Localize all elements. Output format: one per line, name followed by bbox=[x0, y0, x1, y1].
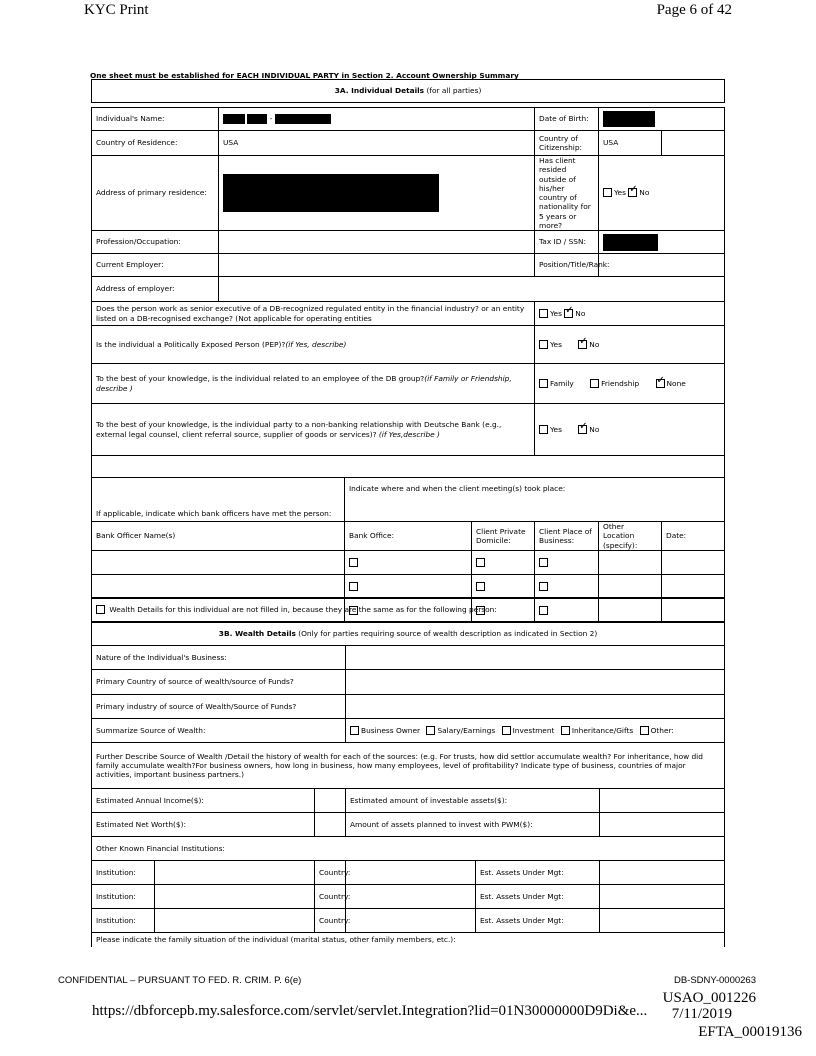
family-situation-label: Please indicate the family situation of the individual (marital status, other family members, etc.): bbox=[92, 933, 725, 947]
inheritance-checkbox[interactable] bbox=[561, 726, 570, 735]
residence-value: USA bbox=[219, 131, 535, 156]
client-private-checkbox[interactable] bbox=[476, 558, 485, 567]
other-fin-label: Other Known Financial Institutions: bbox=[92, 837, 725, 861]
officers-label: If applicable, indicate which bank officers have met the person: bbox=[92, 478, 345, 522]
pep-question: Is the individual a Politically Exposed Person (PEP)?(if Yes, describe) bbox=[92, 326, 535, 364]
client-private-checkbox[interactable] bbox=[476, 582, 485, 591]
taxid-field[interactable] bbox=[599, 231, 725, 254]
officer-row bbox=[92, 550, 725, 574]
bank-office-checkbox[interactable] bbox=[349, 582, 358, 591]
officer-row bbox=[92, 574, 725, 598]
annual-income-label: Estimated Annual Income($): bbox=[92, 789, 315, 813]
officer-names-header: Bank Officer Name(s) bbox=[92, 522, 345, 551]
resided-outside-options: Yes ✓ No bbox=[599, 156, 725, 231]
client-place-checkbox[interactable] bbox=[539, 558, 548, 567]
employer-label: Current Employer: bbox=[92, 254, 219, 277]
institution-row: Institution: Country: Est. Assets Under Mgt: bbox=[92, 885, 725, 909]
investable-assets-label: Estimated amount of investable assets($): bbox=[346, 789, 600, 813]
name-separator: - bbox=[269, 114, 273, 123]
profession-label: Profession/Occupation: bbox=[92, 231, 219, 254]
related-none-checkbox[interactable] bbox=[656, 379, 665, 388]
residence-label: Country of Residence: bbox=[92, 131, 219, 156]
instruction-text: One sheet must be established for EACH INDIVIDUAL PARTY in Section 2. Account Ownership Summary bbox=[90, 71, 519, 80]
primary-industry-label: Primary industry of source of Wealth/Source of Funds? bbox=[92, 695, 346, 719]
section-3a-title: 3A. Individual Details bbox=[334, 86, 425, 96]
address-label: Address of primary residence: bbox=[92, 156, 219, 231]
primary-country-field[interactable] bbox=[346, 670, 725, 695]
section-3a-subtitle: (for all parties) bbox=[426, 86, 482, 96]
salary-checkbox[interactable] bbox=[426, 726, 435, 735]
bank-office-checkbox[interactable] bbox=[349, 558, 358, 567]
resided-outside-label: Has client resided outside of his/her country of nationality for 5 years or more? bbox=[535, 156, 599, 231]
redaction-block bbox=[247, 114, 267, 124]
investable-assets-field[interactable] bbox=[600, 789, 725, 813]
nonbanking-yes-checkbox[interactable] bbox=[539, 425, 548, 434]
section-3b-subtitle: (Only for parties requiring source of wealth description as indicated in Section 2) bbox=[298, 628, 598, 638]
related-family-checkbox[interactable] bbox=[539, 379, 548, 388]
individual-details-table bbox=[91, 79, 725, 623]
redaction-block bbox=[603, 111, 655, 127]
pep-options: Yes ✓ No bbox=[535, 326, 725, 364]
annual-income-field[interactable] bbox=[315, 789, 346, 813]
profession-field[interactable] bbox=[219, 231, 535, 254]
same-as-row: Wealth Details for this individual are not filled in, because they are the same as for the following person: bbox=[92, 598, 725, 622]
client-place-header: Client Place of Business: bbox=[535, 522, 599, 551]
client-place-checkbox[interactable] bbox=[539, 582, 548, 591]
institution-row: Institution: Country: Est. Assets Under Mgt: bbox=[92, 909, 725, 933]
name-field[interactable] bbox=[219, 108, 535, 131]
page-number: Page 6 of 42 bbox=[656, 2, 732, 18]
related-friendship-checkbox[interactable] bbox=[590, 379, 599, 388]
citizenship-value: USA bbox=[599, 131, 662, 156]
nature-field[interactable] bbox=[346, 646, 725, 670]
senior-no-checkbox[interactable] bbox=[564, 309, 573, 318]
pep-no-checkbox[interactable] bbox=[578, 340, 587, 349]
print-date: 7/11/2019 bbox=[671, 1006, 732, 1022]
source-url: https://dbforcepb.my.salesforce.com/servlet/servlet.Integration?lid=01N30000000D9Di&e... bbox=[92, 1003, 648, 1019]
senior-exec-question: Does the person work as senior executive of a DB-recognized regulated entity in the financial industry? or an entity listed on a DB-recognised exchange? (Not applicable for operating entities bbox=[92, 302, 535, 326]
institution-row: Institution: Country: Est. Assets Under Mgt: bbox=[92, 861, 725, 885]
net-worth-field[interactable] bbox=[315, 813, 346, 837]
employer-address-field[interactable] bbox=[219, 277, 725, 302]
assets-pwm-field[interactable] bbox=[600, 813, 725, 837]
dob-field[interactable] bbox=[599, 108, 725, 131]
further-describe-text: Further Describe Source of Wealth /Detail the history of wealth for each of the sources: (e.g. For trusts, how did settlor accumulate wealth? For inheritance, how did family accumulate wealth?For business owners, how long in business, how many employees, level of profitability? Indicate type of business, countries of major activities, important business partners.) bbox=[92, 743, 725, 789]
related-options: Family Friendship ✓ None bbox=[535, 364, 725, 404]
taxid-label: Tax ID / SSN: bbox=[535, 231, 599, 254]
source-options: Business Owner Salary/Earnings Investment Inheritance/Gifts Other: bbox=[346, 719, 725, 743]
redaction-block bbox=[223, 114, 245, 124]
net-worth-label: Estimated Net Worth($): bbox=[92, 813, 315, 837]
resided-no-checkbox[interactable] bbox=[628, 188, 637, 197]
dob-label: Date of Birth: bbox=[535, 108, 599, 131]
usao-stamp: USAO_001226 bbox=[662, 990, 756, 1006]
address-field[interactable] bbox=[219, 156, 535, 231]
bank-office-header: Bank Office: bbox=[345, 522, 472, 551]
assets-pwm-label: Amount of assets planned to invest with PWM($): bbox=[346, 813, 600, 837]
same-as-checkbox[interactable] bbox=[96, 605, 105, 614]
wealth-details-table bbox=[91, 597, 725, 947]
related-question: To the best of your knowledge, is the individual related to an employee of the DB group?(if Family or Friendship, describe ) bbox=[92, 364, 535, 404]
section-3a-header bbox=[92, 80, 725, 103]
confidential-notice: CONFIDENTIAL – PURSUANT TO FED. R. CRIM. P. 6(e) bbox=[58, 975, 302, 986]
citizenship-label: Country of Citizenship: bbox=[535, 131, 599, 156]
client-private-header: Client Private Domicile: bbox=[472, 522, 535, 551]
redaction-block bbox=[603, 234, 658, 251]
section-3b-title: 3B. Wealth Details bbox=[218, 628, 296, 638]
nonbanking-question: To the best of your knowledge, is the individual party to a non-banking relationship with Deutsche Bank (e.g., external legal counsel, client referral source, supplier of goods or services)? (if Yes,describe ) bbox=[92, 404, 535, 456]
summarize-label: Summarize Source of Wealth: bbox=[92, 719, 346, 743]
position-label: Position/Title/Rank: bbox=[535, 254, 599, 277]
senior-exec-options: Yes ✓ No bbox=[535, 302, 725, 326]
employer-field[interactable] bbox=[219, 254, 535, 277]
date-header: Date: bbox=[662, 522, 725, 551]
resided-yes-checkbox[interactable] bbox=[603, 188, 612, 197]
name-label: Individual's Name: bbox=[92, 108, 219, 131]
print-header-title: KYC Print bbox=[84, 2, 149, 18]
position-field[interactable] bbox=[599, 254, 725, 277]
bates-number: DB-SDNY-0000263 bbox=[673, 975, 756, 986]
business-owner-checkbox[interactable] bbox=[350, 726, 359, 735]
redaction-block bbox=[223, 174, 439, 212]
meeting-label: Indicate where and when the client meeting(s) took place: bbox=[345, 478, 725, 522]
efta-number: EFTA_00019136 bbox=[698, 1024, 802, 1040]
primary-industry-field[interactable] bbox=[346, 695, 725, 719]
primary-country-label: Primary Country of source of wealth/source of Funds? bbox=[92, 670, 346, 695]
employer-address-label: Address of employer: bbox=[92, 277, 219, 302]
senior-yes-checkbox[interactable] bbox=[539, 309, 548, 318]
nature-label: Nature of the Individual's Business: bbox=[92, 646, 346, 670]
nonbanking-options: Yes ✓ No bbox=[535, 404, 725, 456]
section-3b-header bbox=[92, 622, 725, 646]
nonbanking-no-checkbox[interactable] bbox=[578, 425, 587, 434]
redaction-block bbox=[275, 114, 331, 124]
other-checkbox[interactable] bbox=[640, 726, 649, 735]
other-location-header: Other Location (specify): bbox=[599, 522, 662, 551]
investment-checkbox[interactable] bbox=[502, 726, 511, 735]
pep-yes-checkbox[interactable] bbox=[539, 340, 548, 349]
